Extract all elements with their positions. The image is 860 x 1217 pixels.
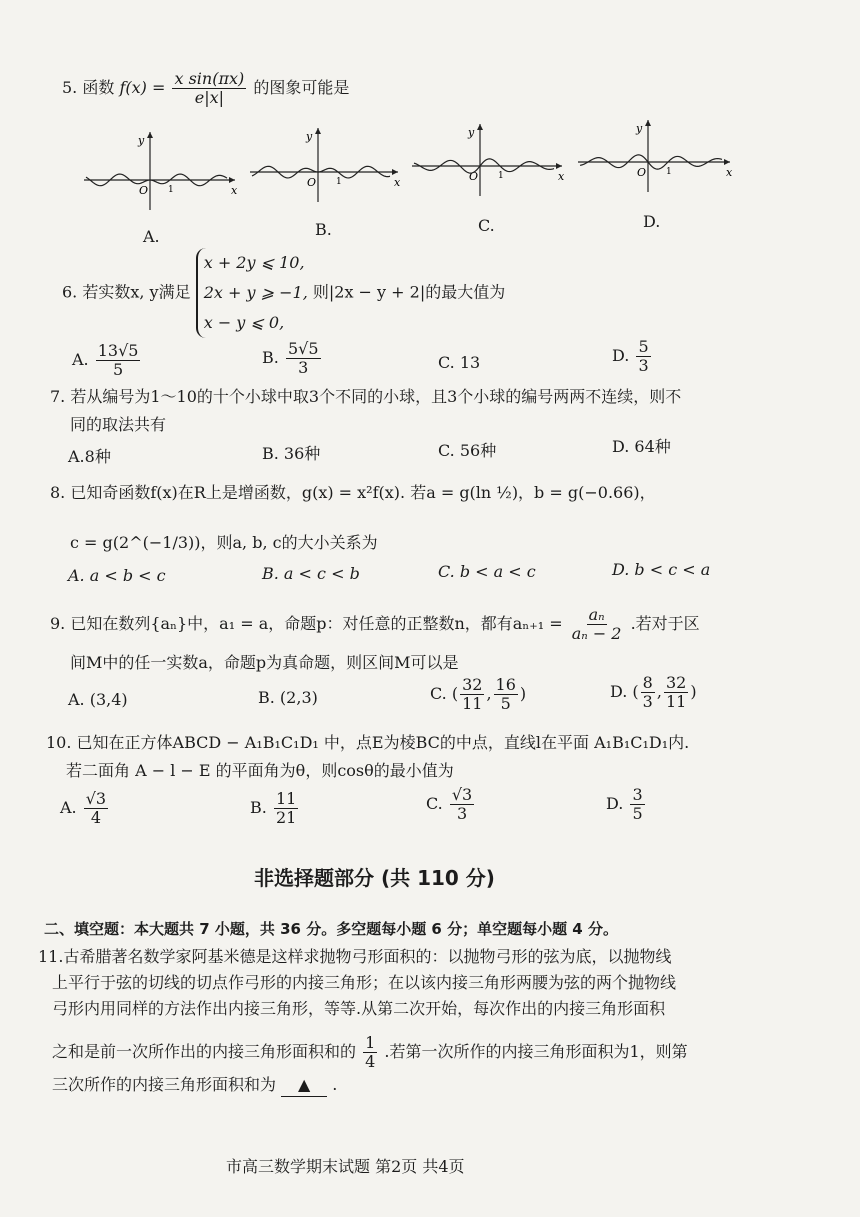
fraction-numerator: 16 <box>495 675 516 694</box>
graph-a-x-label: x <box>231 184 238 197</box>
fraction-numerator: 32 <box>665 673 687 692</box>
fraction-denominator: e|x| <box>194 88 224 107</box>
q7-option-d[interactable]: D. 64种 <box>612 437 671 456</box>
fraction-denominator: 11 <box>665 692 687 711</box>
graph-d-x-arrow <box>724 159 730 165</box>
option-graphs <box>0 110 860 230</box>
graph-a-y-arrow <box>147 132 153 138</box>
question-text-end: . <box>332 1075 338 1094</box>
fraction-denominator: 11 <box>462 694 483 713</box>
fill-in-heading: 二、填空题：本大题共 7 小题，共 36 分。多空题每小题 6 分；单空题每小题 4 分。 <box>44 920 618 938</box>
q7-option-c[interactable]: C. 56种 <box>438 441 497 460</box>
graph-d-y-label: y <box>636 122 643 135</box>
graph-a-origin-label: O <box>139 184 149 197</box>
graph-a-one-label: 1 <box>168 185 174 195</box>
question-text: 若实数x, y满足 <box>82 282 191 302</box>
fraction-numerator: 5√5 <box>287 339 319 358</box>
q8-option-d[interactable]: D. b < c < a <box>612 560 711 579</box>
option-label: A. <box>60 798 77 817</box>
question-text-end: .若对于区 <box>630 614 700 633</box>
q5-option-a[interactable]: A. <box>143 227 160 246</box>
graph-b-y-arrow <box>315 128 321 134</box>
graph-b-one-label: 1 <box>336 177 342 187</box>
q5-option-d[interactable]: D. <box>643 212 661 231</box>
graph-c-y-label: y <box>468 126 475 139</box>
q7-option-a[interactable]: A.8种 <box>68 447 111 466</box>
graph-d-y-arrow <box>645 120 651 126</box>
inequality-2: 2x + y ⩾ −1, <box>203 283 308 302</box>
graph-d-origin-label: O <box>637 166 647 179</box>
q5-option-b[interactable]: B. <box>315 220 332 239</box>
question-text-end: 的图象可能是 <box>253 78 350 97</box>
question-text-end: 则|2x − y + 2|的最大值为 <box>312 282 506 302</box>
function-fraction <box>172 70 246 107</box>
fraction-numerator: √3 <box>451 785 473 804</box>
fraction-denominator: 4 <box>365 1052 376 1071</box>
q9-option-c[interactable]: C. ( $\frac{32}{11}$ , $\frac{16}{5}$ ) <box>430 675 527 713</box>
q7-option-b[interactable]: B. 36种 <box>262 444 321 463</box>
fraction-denominator: 5 <box>500 694 511 713</box>
question-text: 之和是前一次所作出的内接三角形面积和的 <box>52 1042 357 1061</box>
fraction-numerator: x sin(πx) <box>174 69 245 88</box>
fraction-numerator: 5 <box>638 337 649 356</box>
q10-option-d[interactable] <box>606 786 647 823</box>
question-number: 5. <box>62 78 78 97</box>
graph-b-x-arrow <box>392 169 398 175</box>
inequality-system <box>196 248 308 338</box>
graph-d-one-label: 1 <box>666 167 672 177</box>
graph-c-y-arrow <box>477 124 483 130</box>
option-label: C. <box>426 794 443 813</box>
question-9-line-1 <box>50 606 700 643</box>
fraction-denominator: 3 <box>642 692 653 711</box>
q9-option-b[interactable]: B. (2,3) <box>258 688 318 707</box>
q6-option-b[interactable] <box>262 340 323 377</box>
fraction-numerator: 3 <box>632 785 643 804</box>
fraction-denominator: 21 <box>275 808 297 827</box>
fraction-numerator: √3 <box>85 789 107 808</box>
inequality-3: x − y ⩽ 0, <box>203 313 285 332</box>
graph-c-x-label: x <box>558 170 565 183</box>
fraction-denominator: 5 <box>632 804 643 823</box>
question-text: 三次所作的内接三角形面积和为 <box>52 1075 277 1094</box>
option-label: A. <box>72 350 89 369</box>
page-footer: 市高三数学期末试题 第2页 共4页 <box>226 1157 465 1176</box>
q6-option-a[interactable] <box>72 342 142 379</box>
fraction-denominator: 3 <box>456 804 468 823</box>
option-label: B. <box>262 348 279 367</box>
question-5 <box>62 70 349 107</box>
inequality-1: x + 2y ⩽ 10, <box>203 253 305 272</box>
option-label: D. <box>606 794 624 813</box>
graph-b-y-label: y <box>306 130 313 143</box>
q9-option-d[interactable]: D. ( $\frac{8}{3}$ , $\frac{32}{11}$ ) <box>610 673 697 711</box>
option-label: D. <box>610 682 628 701</box>
question-8-line-1: 8. 已知奇函数f(x)在R上是增函数，g(x) = x²f(x). 若a = g(ln ½)，b = g(−0.66)， <box>50 483 656 502</box>
question-10-line-2: 若二面角 A − l − E 的平面角为θ，则cosθ的最小值为 <box>66 761 454 780</box>
graph-b-origin-label: O <box>307 176 317 189</box>
question-11-line-3: 弓形内用同样的方法作出内接三角形，等等.从第二次开始，每次作出的内接三角形面积 <box>52 999 666 1018</box>
graph-c-x-arrow <box>556 163 562 169</box>
question-9-line-2: 间M中的任一实数a，命题p为真命题，则区间M可以是 <box>70 653 459 672</box>
question-11-line-1: 11.古希腊著名数学家阿基米德是这样求抛物弓形面积的：以抛物弓形的弦为底，以抛物线 <box>38 947 672 966</box>
question-number: 6. <box>62 282 78 302</box>
fraction-denominator: aₙ − 2 <box>571 624 622 643</box>
question-7-line-2: 同的取法共有 <box>70 415 167 434</box>
question-6 <box>62 248 505 338</box>
answer-blank[interactable]: ▲ <box>281 1074 327 1097</box>
fraction-numerator: 13√5 <box>97 341 139 360</box>
q10-option-b[interactable] <box>250 790 300 827</box>
question-8-line-2: c = g(2^(−1/3))，则a, b, c的大小关系为 <box>70 533 378 552</box>
fraction-denominator: 3 <box>638 356 649 375</box>
section-title: 非选择题部分 (共 110 分) <box>254 866 495 890</box>
question-11-line-2: 上平行于弦的切线的切点作弓形的内接三角形；在以该内接三角形两腰为弦的两个抛物线 <box>52 973 677 992</box>
question-text: 9. 已知在数列{aₙ}中，a₁ = a，命题p：对任意的正整数n，都有aₙ₊₁ = <box>50 614 563 633</box>
fraction-numerator: 1 <box>365 1033 376 1052</box>
fraction-numerator: 11 <box>275 789 297 808</box>
q6-option-c[interactable]: C. 13 <box>438 353 481 372</box>
fraction-denominator: 4 <box>90 808 102 827</box>
option-label: C. <box>430 684 447 703</box>
graph-d-x-label: x <box>726 166 733 179</box>
question-7-line-1: 7. 若从编号为1～10的十个小球中取3个不同的小球，且3个小球的编号两两不连续，则不 <box>50 387 682 406</box>
q8-option-c[interactable]: C. b < a < c <box>438 562 536 581</box>
question-text: 函数 <box>82 78 115 97</box>
fraction-denominator: 5 <box>113 360 124 379</box>
fraction-numerator: 8 <box>642 673 653 692</box>
fraction-numerator: 32 <box>462 675 483 694</box>
q9-option-a[interactable]: A. (3,4) <box>68 690 128 709</box>
question-10-line-1: 10. 已知在正方体ABCD − A₁B₁C₁D₁ 中，点E为棱BC的中点，直线l在平面 A₁B₁C₁D₁内. <box>46 733 690 752</box>
q8-option-b[interactable]: B. a < c < b <box>262 564 360 583</box>
graph-a-x-arrow <box>229 177 235 183</box>
q10-option-a[interactable] <box>60 790 110 827</box>
q8-option-a[interactable]: A. a < b < c <box>68 566 166 585</box>
graph-c-origin-label: O <box>469 170 479 183</box>
question-text-end: .若第一次所作的内接三角形面积为1，则第 <box>384 1042 688 1061</box>
function-expression: f(x) = <box>119 78 166 97</box>
q5-option-c[interactable]: C. <box>478 216 495 235</box>
graph-a-y-label: y <box>138 134 145 147</box>
q10-option-c[interactable] <box>426 786 476 823</box>
fraction-numerator: aₙ <box>588 605 605 624</box>
option-label: D. <box>612 346 630 365</box>
question-11-line-4 <box>52 1034 688 1071</box>
option-label: B. <box>250 798 267 817</box>
q6-option-d[interactable] <box>612 338 653 375</box>
graph-b-x-label: x <box>394 176 401 189</box>
graph-c-one-label: 1 <box>498 171 504 181</box>
fraction-denominator: 3 <box>298 358 309 377</box>
question-11-line-5 <box>52 1074 337 1097</box>
